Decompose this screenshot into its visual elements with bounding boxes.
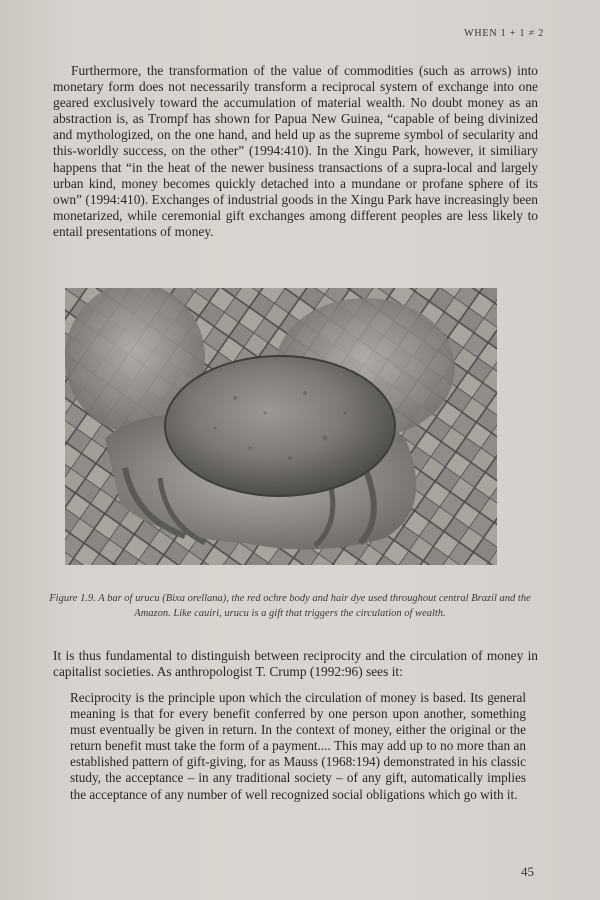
figure-urucu-photo [65,288,497,565]
page-number: 45 [521,864,534,879]
paragraph-money-transformation: Furthermore, the transformation of the value of commodities (such as arrows) into monetary form does not necessarily transform a reciprocal system of exchange into one geared exclusively toward the accumulation of material wealth. No doubt money as an abstraction is, as Trompf has shown for Papua New Guinea, “capable of being divinized and mythologized, on the one hand, and held up as the supreme symbol of secularity and this-worldly success, on the other” (1994:410). In the Xingu Park, however, it similiary happens that “in the heat of the newer business transactions of a supra-local and largely urban kind, money becomes quickly detached into a mundane or profane sphere of its own” (1994:410). Exchanges of industrial goods in the Xingu Park have increasingly been monetarized, while ceremonial gift exchanges among different peoples are less likely to entail presentations of money. [53,63,538,239]
figure-caption: Figure 1.9. A bar of urucu (Bixa orellana), the red ochre body and hair dye used throughout central Brazil and the Amazon. Like cauiri, urucu is a gift that triggers the circulation of wealth. [49,593,531,619]
paragraph-reciprocity-distinction: It is thus fundamental to distinguish between reciprocity and the circulation of money in capitalist societies. As anthropologist T. Crump (1992:96) sees it: [53,648,538,680]
urucu-photo-illustration [65,288,497,565]
block-quote-crump: Reciprocity is the principle upon which the circulation of money is based. Its general meaning is that for every benefit conferred by one person upon another, something must eventually be given in return. In the context of money, either the original or the return benefit must take the form of a payment.... This may add up to no more than an established pattern of gift-giving, for as Mauss (1968:194) demonstrated in his classic study, the acceptance – in any traditional society – of any gift, automatically implies the acceptance of any number of well recognized social obligations which go with it. [70,690,526,802]
running-head: WHEN 1 + 1 ≠ 2 [464,28,544,39]
